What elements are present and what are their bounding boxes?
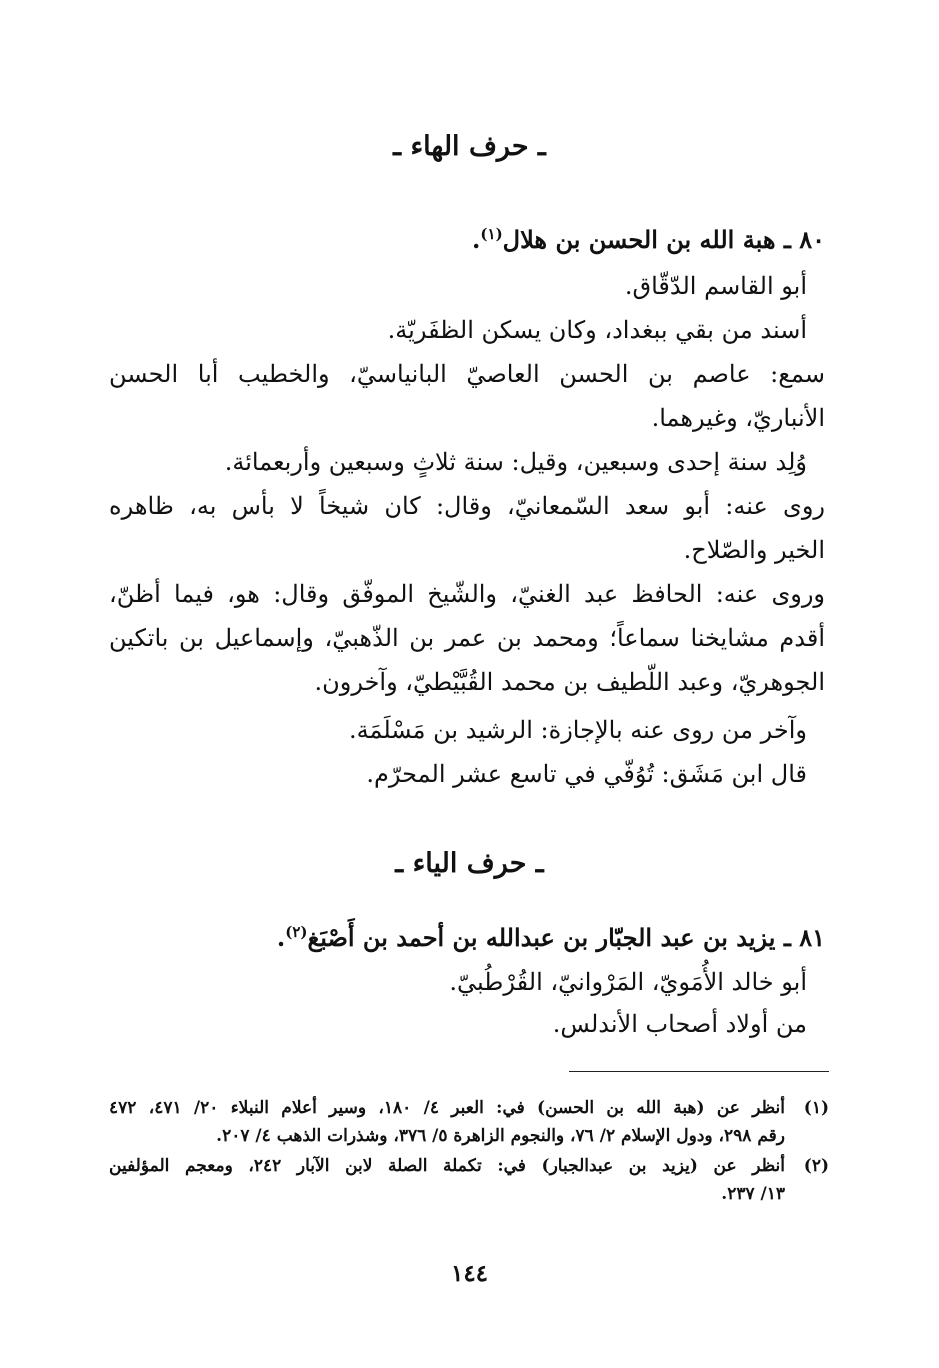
- section-heading-haa: ـ حرف الهاء ـ: [393, 131, 546, 162]
- entry-80-line: قال ابن مَشَق: تُوُفّي في تاسع عشر المحرّم.: [366, 760, 807, 788]
- footnote-number-1: (١): [803, 1098, 829, 1118]
- entry-80-line: أبو القاسم الدّقّاق.: [624, 272, 807, 300]
- footnote-number-2: (٢): [803, 1156, 829, 1176]
- footnote-separator: [569, 1071, 829, 1072]
- entry-80-line: وروى عنه: الحافظ عبد الغنيّ، والشّيخ الموفّق وقال: هو، فيما أظنّ،: [109, 580, 825, 608]
- entry-81-line: من أولاد أصحاب الأندلس.: [552, 1010, 807, 1038]
- footnote-1-line: رقم ٢٩٨، ودول الإسلام ٢/ ٧٦، والنجوم الزاهرة ٥/ ٣٧٦، وشذرات الذهب ٤/ ٢٠٧.: [216, 1126, 785, 1146]
- footnote-1-line: أنظر عن (هبة الله بن الحسن) في: العبر ٤/ ١٨٠، وسير أعلام النبلاء ٢٠/ ٤٧١، ٤٧٢: [109, 1098, 785, 1118]
- footnote-2-line: أنظر عن (يزيد بن عبدالجبار) في: تكملة الصلة لابن الآبار ٢٤٢، ومعجم المؤلفين: [109, 1156, 785, 1176]
- entry-80-line: وآخر من روى عنه بالإجازة: الرشيد بن مَسْلَمَة.: [348, 716, 807, 744]
- entry-title-80-end: .: [472, 225, 481, 254]
- entry-81-line: أبو خالد الأُمَويّ، المَرْوانيّ، القُرْطُبيّ.: [449, 968, 807, 996]
- page-number: ١٤٤: [450, 1260, 489, 1287]
- footnote-2-line: ١٣/ ٢٣٧.: [721, 1184, 785, 1204]
- entry-80-line: الخير والصّلاح.: [683, 536, 825, 564]
- entry-title-80-text: ٨٠ ـ هبة الله بن الحسن بن هلال: [502, 225, 825, 254]
- entry-title-80: [472, 220, 825, 260]
- entry-80-line: روى عنه: أبو سعد السّمعانيّ، وقال: كان شيخاً لا بأس به، ظاهره: [109, 492, 825, 520]
- entry-title-81-text: ٨١ ـ يزيد بن عبد الجبّار بن عبدالله بن أحمد بن أَصْبَغ: [307, 923, 825, 952]
- entry-80-line: وُلِد سنة إحدى وسبعين، وقيل: سنة ثلاثٍ وسبعين وأربعمائة.: [224, 448, 807, 476]
- footnote-ref-1[interactable]: (١): [480, 225, 503, 243]
- entry-title-81: [277, 918, 825, 958]
- section-heading-yaa: ـ حرف الياء ـ: [395, 848, 544, 879]
- entry-80-line: الجوهريّ، وعبد اللّطيف بن محمد القُبَّيْطيّ، وآخرون.: [314, 668, 825, 696]
- entry-80-line: أسند من بقي ببغداد، وكان يسكن الظفَريّة.: [387, 316, 807, 344]
- entry-80-line: سمع: عاصم بن الحسن العاصيّ البانياسيّ، والخطيب أبا الحسن: [109, 360, 825, 388]
- entry-title-81-end: .: [276, 923, 286, 952]
- footnote-ref-2[interactable]: (٢): [285, 923, 308, 941]
- entry-80-line: أقدم مشايخنا سماعاً؛ ومحمد بن عمر بن الذّهبيّ، وإسماعيل بن باتكين: [109, 624, 825, 652]
- entry-80-line: الأنباريّ، وغيرهما.: [651, 404, 825, 432]
